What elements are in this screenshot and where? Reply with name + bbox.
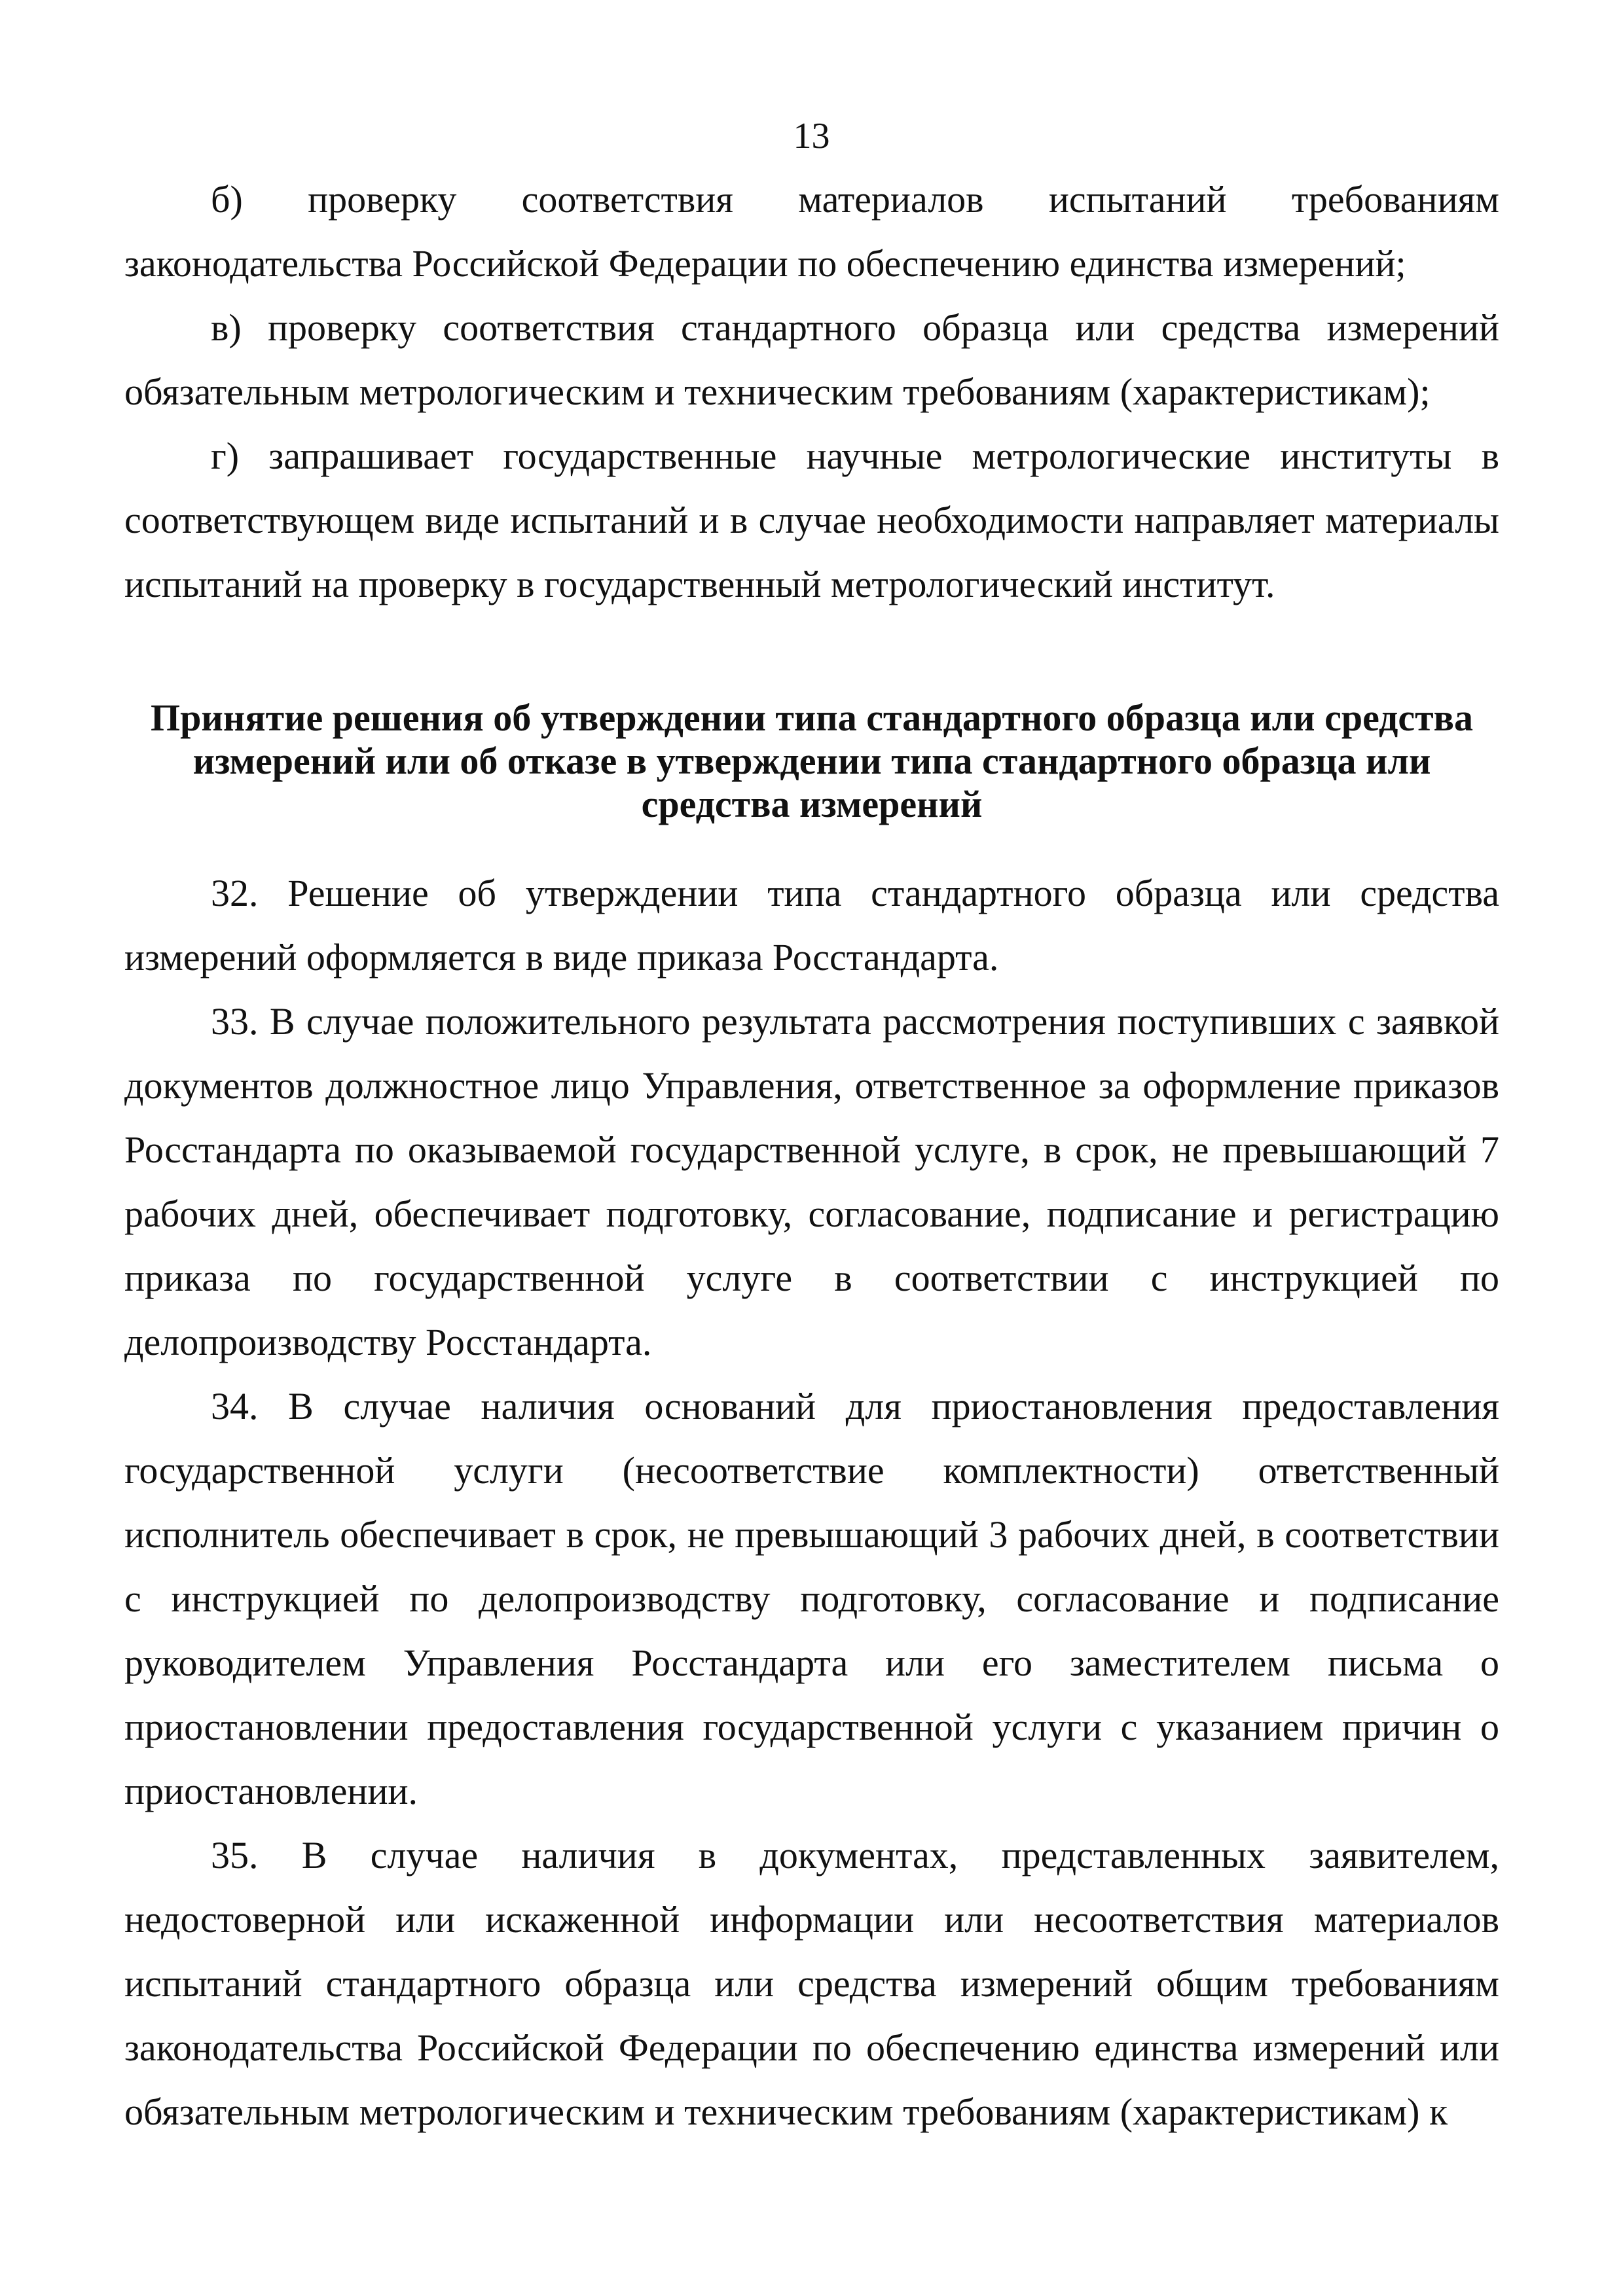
document-body [124,168,1499,2144]
paragraph-b: б) проверку соответствия материалов испытаний требованиям законодательства Российской Федерации по обеспечению единства измерений; [124,178,1499,285]
page-number: 13 [793,116,830,156]
paragraph-33: 33. В случае положительного результата рассмотрения поступивших с заявкой документов должностное лицо Управления, ответственное за оформление приказов Росстандарта по оказываемой государственной услуге, в срок, не превышающий 7 рабочих дней, обеспечивает подготовку, согласование, подписание и регистрацию приказа по государственной услуге в соответствии с инструкцией по делопроизводству Росстандарта. [124,1000,1499,1363]
paragraph-35: 35. В случае наличия в документах, представленных заявителем, недостоверной или искаженной информации или несоответствия материалов испытаний стандартного образца или средства измерений общим требованиям законодательства Российской Федерации по обеспечению единства измерений или обязательным метрологическим и техническим требованиям (характеристикам) к [124,1834,1499,2133]
paragraph-32: 32. Решение об утверждении типа стандартного образца или средства измерений оформляется в виде приказа Росстандарта. [124,872,1499,978]
paragraph-v: в) проверку соответствия стандартного образца или средства измерений обязательным метрологическим и техническим требованиям (характеристикам); [124,306,1499,413]
section-heading: Принятие решения об утверждении типа стандартного образца или средства измерений или об отказе в утверждении типа стандартного образца или средства измерений [151,696,1473,825]
paragraph-g: г) запрашивает государственные научные метрологические институты в соответствующем виде испытаний и в случае необходимости направляет материалы испытаний на проверку в государственный метрологический институт. [124,435,1499,605]
paragraph-34: 34. В случае наличия оснований для приостановления предоставления государственной услуги (несоответствие комплектности) ответственный исполнитель обеспечивает в срок, не превышающий 3 рабочих дней, в соответствии с инструкцией по делопроизводству подготовку, согласование и подписание руководителем Управления Росстандарта или его заместителем письма о приостановлении предоставления государственной услуги с указанием причин о приостановлении. [124,1385,1499,1812]
